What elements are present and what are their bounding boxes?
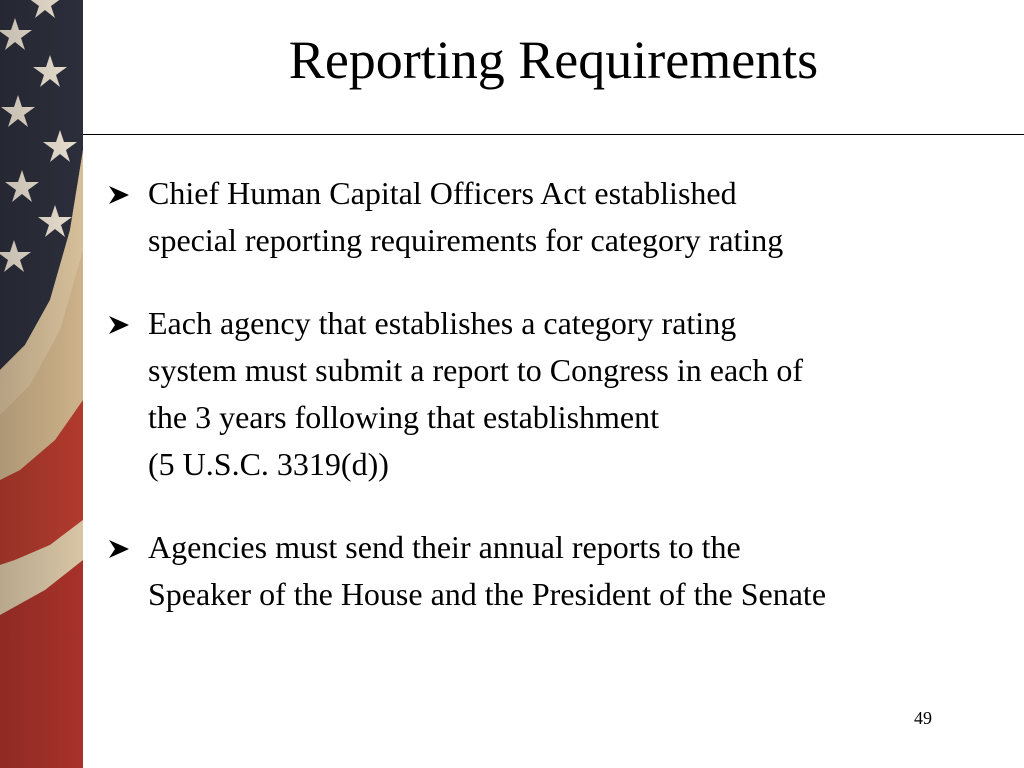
american-flag-image — [0, 0, 83, 768]
bullet-list — [104, 170, 1004, 654]
arrowhead-bullet-icon — [108, 185, 130, 205]
bullet-item — [104, 524, 1004, 618]
bullet-item — [104, 170, 1004, 264]
bullet-item — [104, 300, 1004, 488]
bullet-text-line: Speaker of the House and the President of the Senate — [148, 576, 827, 612]
arrowhead-bullet-icon — [108, 315, 130, 335]
bullet-text-line: the 3 years following that establishment — [148, 399, 659, 435]
citation-text-line: (5 U.S.C. 3319(d)) — [148, 446, 389, 482]
bullet-text-line: Chief Human Capital Officers Act established — [148, 175, 737, 211]
bullet-text-line: Each agency that establishes a category rating — [148, 305, 737, 341]
arrowhead-bullet-icon — [108, 539, 130, 559]
page-number: 49 — [914, 708, 932, 728]
title-divider — [83, 134, 1024, 135]
bullet-text-line: system must submit a report to Congress in each of — [148, 352, 804, 388]
slide-title: Reporting Requirements — [288, 30, 819, 90]
bullet-text-line: Agencies must send their annual reports to the — [148, 529, 741, 565]
bullet-text-line: special reporting requirements for category rating — [148, 222, 784, 258]
